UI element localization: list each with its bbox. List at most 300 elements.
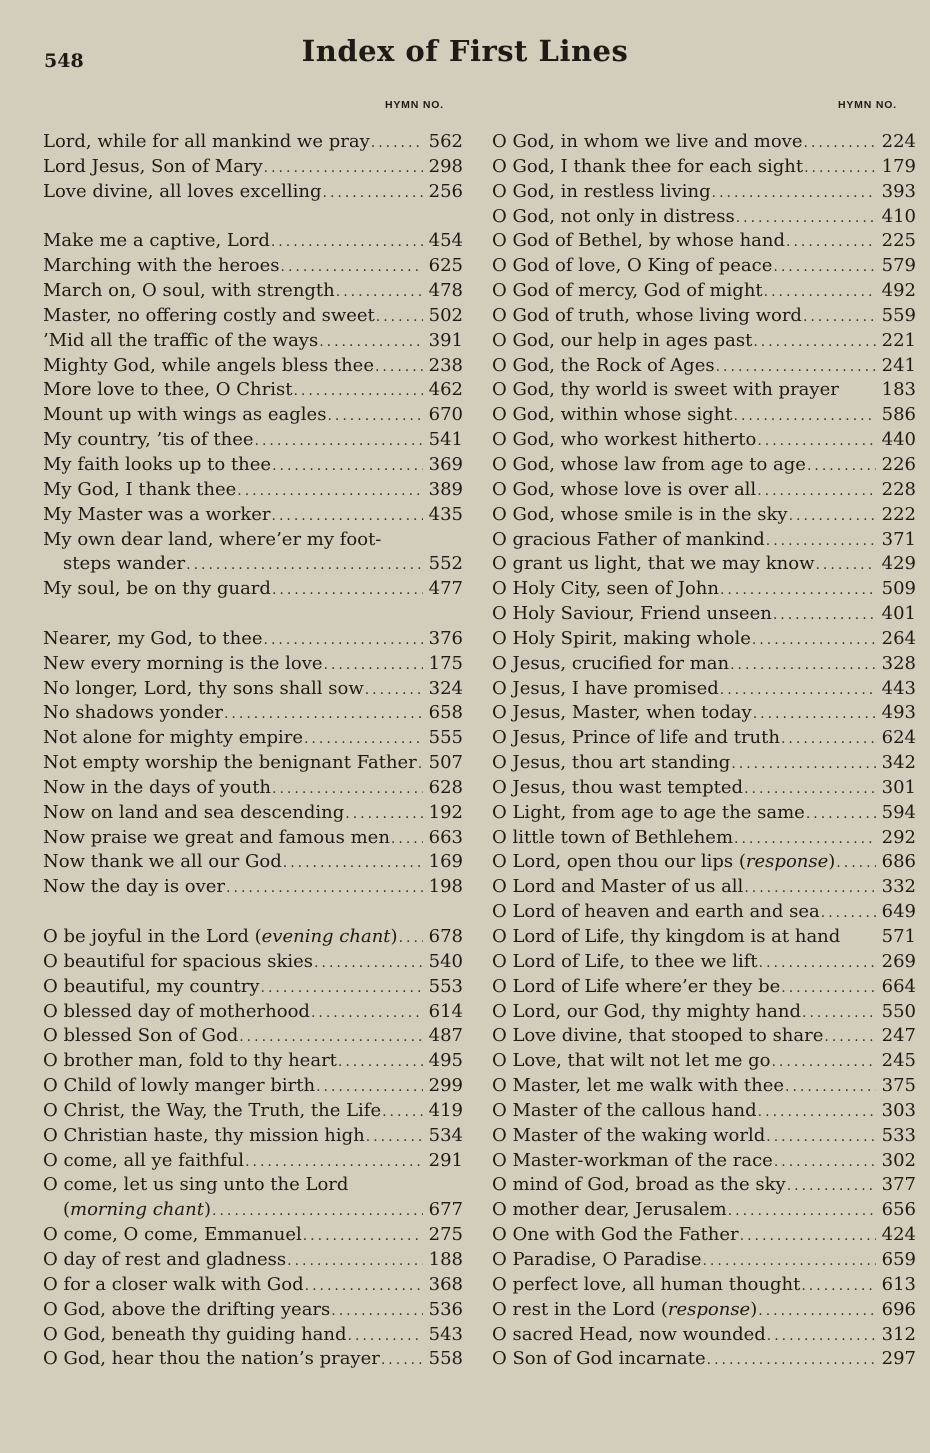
index-entry [492,330,916,355]
hymn-number: 555 [428,727,463,749]
index-entry [43,156,463,181]
hymn-number: 477 [428,578,463,600]
hymn-number: 238 [428,354,463,376]
first-line: O for a closer walk with God [43,1273,304,1295]
dot-leader [757,433,875,449]
hymn-number: 369 [428,453,463,475]
index-entry [492,454,916,479]
hymn-number: 301 [881,776,916,798]
hymn-number: 462 [428,379,463,401]
first-line: O Master of the callous hand [492,1099,757,1121]
dot-leader [348,1328,423,1344]
first-line: O come, all ye faithful [43,1149,245,1171]
dot-leader [801,1278,875,1294]
dot-leader [804,135,876,151]
index-entry [43,1224,463,1249]
dot-leader [376,309,423,325]
dot-leader [271,234,423,250]
hymn-number: 696 [881,1298,916,1320]
hymn-number: 221 [881,329,916,351]
index-entry [492,1224,916,1249]
index-entry [492,578,916,603]
hymn-number: 658 [428,702,463,724]
index-entry [492,1150,916,1175]
first-line: O God, above the drifting years [43,1298,331,1320]
index-entry [492,802,916,827]
dot-leader [239,1029,422,1045]
index-entry [492,404,916,429]
index-entry [43,355,463,380]
index-entry [43,578,463,603]
hymn-number: 558 [428,1348,463,1370]
dot-leader [272,508,423,524]
hymn-number: 169 [428,851,463,873]
dot-leader [264,160,423,176]
hymn-number: 487 [428,1025,463,1047]
page-number: 548 [44,50,84,72]
hymn-number: 536 [428,1298,463,1320]
dot-leader [815,557,875,573]
first-line: March on, O soul, with strength [43,280,335,302]
hymn-number: 376 [428,627,463,649]
first-line: My Master was a worker [43,503,271,525]
dot-leader [786,234,876,250]
first-line: O come, let us sing unto the Lord [43,1174,349,1196]
first-line: O Lord, our God, thy mighty hand [492,1000,801,1022]
dot-leader [314,955,423,971]
first-line: O Lord, open thou our lips (response) [492,851,836,873]
hymn-number: 495 [428,1050,463,1072]
hymn-number: 424 [881,1224,916,1246]
first-line: Now thank we all our God [43,851,282,873]
dot-leader [758,1303,875,1319]
hymn-number: 393 [881,180,916,202]
index-entry [43,1348,463,1373]
hymn-number: 371 [881,528,916,550]
index-entry [43,379,463,404]
index-entry [43,976,463,1001]
index-entry [492,727,916,752]
index-entry [492,901,916,926]
page-title: Index of First Lines [301,34,629,68]
dot-leader [734,831,876,847]
hymn-number: 492 [881,280,916,302]
index-entry [43,280,463,305]
dot-leader [759,955,876,971]
first-line: O God, whose smile is in the sky [492,503,788,525]
index-entry [43,1299,463,1324]
index-entry [492,827,916,852]
dot-leader [740,1228,876,1244]
first-line: O beautiful for spacious skies [43,950,314,972]
index-entry [492,479,916,504]
dot-leader [753,706,876,722]
hymn-number: 559 [881,304,916,326]
first-line: More love to thee, O Christ [43,379,293,401]
hymn-number: 342 [881,752,916,774]
index-entry [43,454,463,479]
dot-leader [212,1203,423,1219]
index-entry [43,752,463,777]
index-entry [492,603,916,628]
hymn-number: 435 [428,503,463,525]
hymn-number: 540 [428,950,463,972]
index-entry [43,951,463,976]
hymn-number: 192 [428,801,463,823]
hymn-number: 533 [881,1124,916,1146]
dot-leader [702,1253,875,1269]
first-line: O God, who workest hitherto [492,429,757,451]
hymn-number: 579 [881,255,916,277]
first-line: Not empty worship the benignant Father [43,752,417,774]
first-line: O little town of Bethlehem [492,826,734,848]
first-line: Make me a captive, Lord [43,230,270,252]
hymn-number: 375 [881,1075,916,1097]
index-entry [492,1324,916,1349]
dot-leader [327,408,422,424]
index-entry [43,851,463,876]
first-line: steps wander [63,553,186,575]
index-entry [43,305,463,330]
dot-leader [319,334,422,350]
hymn-number: 624 [881,727,916,749]
dot-leader [375,359,423,375]
dot-leader [304,731,423,747]
dot-leader [734,408,876,424]
first-line: O One with God the Father [492,1224,739,1246]
entry-note: evening chant [261,926,391,947]
hymn-number: 664 [881,975,916,997]
index-entry [43,1174,463,1199]
hymn-number: 312 [881,1323,916,1345]
index-entry [43,1100,463,1125]
index-entry [492,355,916,380]
first-line: My own dear land, where’er my foot- [43,528,382,550]
hymn-number: 225 [881,230,916,252]
hymn-number: 183 [881,379,916,401]
index-entry [492,777,916,802]
first-line: O gracious Father of mankind [492,528,765,550]
dot-leader [728,1203,876,1219]
first-line: O God, not only in distress [492,205,735,227]
dot-leader [731,756,875,772]
dot-leader [720,682,876,698]
first-line: My faith looks up to thee [43,453,272,475]
hymn-number: 625 [428,255,463,277]
first-line: O God, beneath thy guiding hand [43,1323,347,1345]
first-line: O God, thy world is sweet with prayer [492,379,839,401]
dot-leader [753,334,875,350]
right-column-label: HYMN NO. [838,99,897,111]
dot-leader [773,607,876,623]
first-line: O Holy Saviour, Friend unseen [492,603,772,625]
dot-leader [787,1178,876,1194]
first-line: O God of truth, whose living word [492,304,802,326]
first-line: O blessed Son of God [43,1025,239,1047]
hymn-number: 179 [881,155,916,177]
index-entry [43,230,463,255]
index-entry [492,280,916,305]
index-entry [43,131,463,156]
index-entry [43,330,463,355]
dot-leader [237,483,422,499]
first-line: O God, hear thou the nation’s prayer [43,1348,380,1370]
first-line: Not alone for mighty empire [43,727,303,749]
first-line: O rest in the Lord (response) [492,1298,758,1320]
index-entry [492,951,916,976]
hymn-number: 228 [881,478,916,500]
first-line: O Christian haste, thy mission high [43,1124,365,1146]
first-line: O be joyful in the Lord (evening chant) [43,926,398,947]
first-line: O Son of God incarnate [492,1348,706,1370]
index-entry [43,1199,463,1224]
dot-leader [766,533,876,549]
dot-leader [293,383,422,399]
hymn-number: 269 [881,950,916,972]
first-line: O Lord of Life, thy kingdom is at hand [492,926,841,947]
first-line: No shadows yonder [43,702,223,724]
entry-note: morning chant [70,1199,204,1221]
hymn-number: 241 [881,354,916,376]
hymn-number: 670 [428,404,463,426]
first-line: O God, in restless living [492,180,711,202]
dot-leader [804,160,876,176]
first-line: Now in the days of youth [43,776,272,798]
index-entry [43,727,463,752]
index-entry [43,181,463,206]
dot-leader [305,1278,423,1294]
first-line: O God, whose law from age to age [492,453,806,475]
first-line: Lord Jesus, Son of Mary [43,155,263,177]
dot-leader [707,1352,876,1368]
dot-leader [323,185,423,201]
index-entry [492,1125,916,1150]
index-entry [492,206,916,231]
dot-leader [774,1154,876,1170]
dot-leader [773,259,875,275]
dot-leader [255,433,423,449]
first-line: O Master-workman of the race [492,1149,773,1171]
hymn-number: 614 [428,1000,463,1022]
index-entry [43,678,463,703]
hymn-number: 224 [881,131,916,152]
hymn-number: 247 [881,1025,916,1047]
index-entry [492,379,916,404]
hymn-number: 677 [428,1199,463,1221]
hymn-number: 297 [881,1348,916,1370]
hymn-number: 594 [881,801,916,823]
index-entry [492,230,916,255]
index-entry [492,429,916,454]
hymn-number: 245 [881,1050,916,1072]
first-line: My country, ’tis of thee [43,429,254,451]
hymn-number: 550 [881,1000,916,1022]
hymn-number: 541 [428,429,463,451]
index-entry [492,553,916,578]
index-entry [492,1100,916,1125]
hymn-number: 198 [428,876,463,898]
first-line: O God of mercy, God of might [492,280,763,302]
dot-leader [789,508,876,524]
dot-leader [758,1104,876,1120]
hymn-number: 613 [881,1273,916,1295]
hymn-number: 302 [881,1149,916,1171]
dot-leader [712,185,876,201]
dot-leader [802,1005,876,1021]
first-line: O God, within whose sight [492,404,733,426]
index-entry [43,1050,463,1075]
index-entry [492,926,916,951]
dot-leader [766,1129,875,1145]
left-column [43,131,463,1373]
index-entry [43,827,463,852]
hymn-number: 478 [428,280,463,302]
hymn-number: 509 [881,578,916,600]
dot-leader [186,557,423,573]
section-gap [43,206,463,231]
hymn-number: 299 [428,1075,463,1097]
dot-leader [720,582,876,598]
first-line: O brother man, fold to thy heart [43,1050,337,1072]
index-entry [492,976,916,1001]
first-line: No longer, Lord, thy sons shall sow [43,677,364,699]
hymn-number: 493 [881,702,916,724]
first-line: O God of Bethel, by whose hand [492,230,786,252]
first-line: O mother dear, Jerusalem [492,1199,727,1221]
hymn-number: 659 [881,1248,916,1270]
first-line: O come, O come, Emmanuel [43,1224,302,1246]
hymn-number: 328 [881,652,916,674]
first-line: O Paradise, O Paradise [492,1248,702,1270]
hymn-number: 507 [428,752,463,774]
first-line: O God, our help in ages past [492,329,753,351]
index-entry [492,1299,916,1324]
index-entry [43,628,463,653]
first-line: My soul, be on thy guard [43,578,271,600]
hymn-number: 324 [428,677,463,699]
hymn-number: 368 [428,1273,463,1295]
index-entry [492,678,916,703]
index-entry [43,404,463,429]
dot-leader [371,135,423,151]
index-entry [492,628,916,653]
dot-leader [744,880,875,896]
dot-leader [767,1328,876,1344]
index-entry [492,1075,916,1100]
first-line: O Jesus, crucified for man [492,652,730,674]
index-entry [43,1125,463,1150]
dot-leader [303,1228,423,1244]
first-line: Mount up with wings as eagles [43,404,327,426]
index-entry [492,1050,916,1075]
dot-leader [399,930,423,946]
dot-leader [803,309,876,325]
index-entry [492,255,916,280]
hymn-number: 656 [881,1199,916,1221]
dot-leader [365,682,423,698]
first-line: My God, I thank thee [43,478,237,500]
dot-leader [730,657,876,673]
hymn-number: 628 [428,776,463,798]
index-entry [43,777,463,802]
hymn-number: 649 [881,901,916,923]
index-entry [492,305,916,330]
first-line: O Jesus, Master, when today [492,702,752,724]
dot-leader [272,781,423,797]
first-line: Mighty God, while angels bless thee [43,354,374,376]
dot-leader [806,806,876,822]
first-line: O Master, let me walk with thee [492,1075,785,1097]
dot-leader [311,1005,423,1021]
first-line: O Light, from age to age the same [492,801,805,823]
dot-leader [245,1154,423,1170]
index-entry [43,1075,463,1100]
index-entry [43,1001,463,1026]
first-line: Now praise we great and famous men [43,826,390,848]
first-line: Now the day is over [43,876,226,898]
dot-leader [716,359,876,375]
index-entry [492,131,916,156]
dot-leader [283,855,423,871]
dot-leader [381,1352,423,1368]
index-entry [43,926,463,951]
index-entry [43,1025,463,1050]
index-entry [43,1150,463,1175]
dot-leader [744,781,876,797]
first-line: Nearer, my God, to thee [43,627,263,649]
index-entry [43,479,463,504]
dot-leader [281,259,423,275]
hymn-number: 562 [428,131,463,152]
first-line: O beautiful, my country [43,975,260,997]
dot-leader [366,1129,423,1145]
index-entry [43,429,463,454]
index-entry [43,255,463,280]
dot-leader [316,1079,423,1095]
hymn-number: 401 [881,603,916,625]
dot-leader [264,632,423,648]
hymn-number: 678 [428,926,463,947]
first-line: Lord, while for all mankind we pray [43,131,370,152]
hymn-number: 429 [881,553,916,575]
dot-leader [821,905,876,921]
dot-leader [781,731,876,747]
first-line: O Holy City, seen of John [492,578,719,600]
dot-leader [336,284,423,300]
first-line: O God, the Rock of Ages [492,354,715,376]
hymn-number: 454 [428,230,463,252]
hymn-number: 256 [428,180,463,202]
hymn-number: 534 [428,1124,463,1146]
hymn-number: 443 [881,677,916,699]
hymn-number: 586 [881,404,916,426]
dot-leader [287,1253,423,1269]
hymn-number: 391 [428,329,463,351]
first-line: O Lord of heaven and earth and sea [492,901,820,923]
dot-leader [272,582,423,598]
dot-leader [226,880,423,896]
index-entry [492,653,916,678]
index-entry [43,802,463,827]
index-entry [492,529,916,554]
first-line: O Jesus, Prince of life and truth [492,727,780,749]
index-entry [43,553,463,578]
index-entry [492,752,916,777]
first-line: (morning chant) [63,1199,211,1221]
hymn-number: 686 [881,851,916,873]
hymn-number: 419 [428,1099,463,1121]
dot-leader [836,855,875,871]
